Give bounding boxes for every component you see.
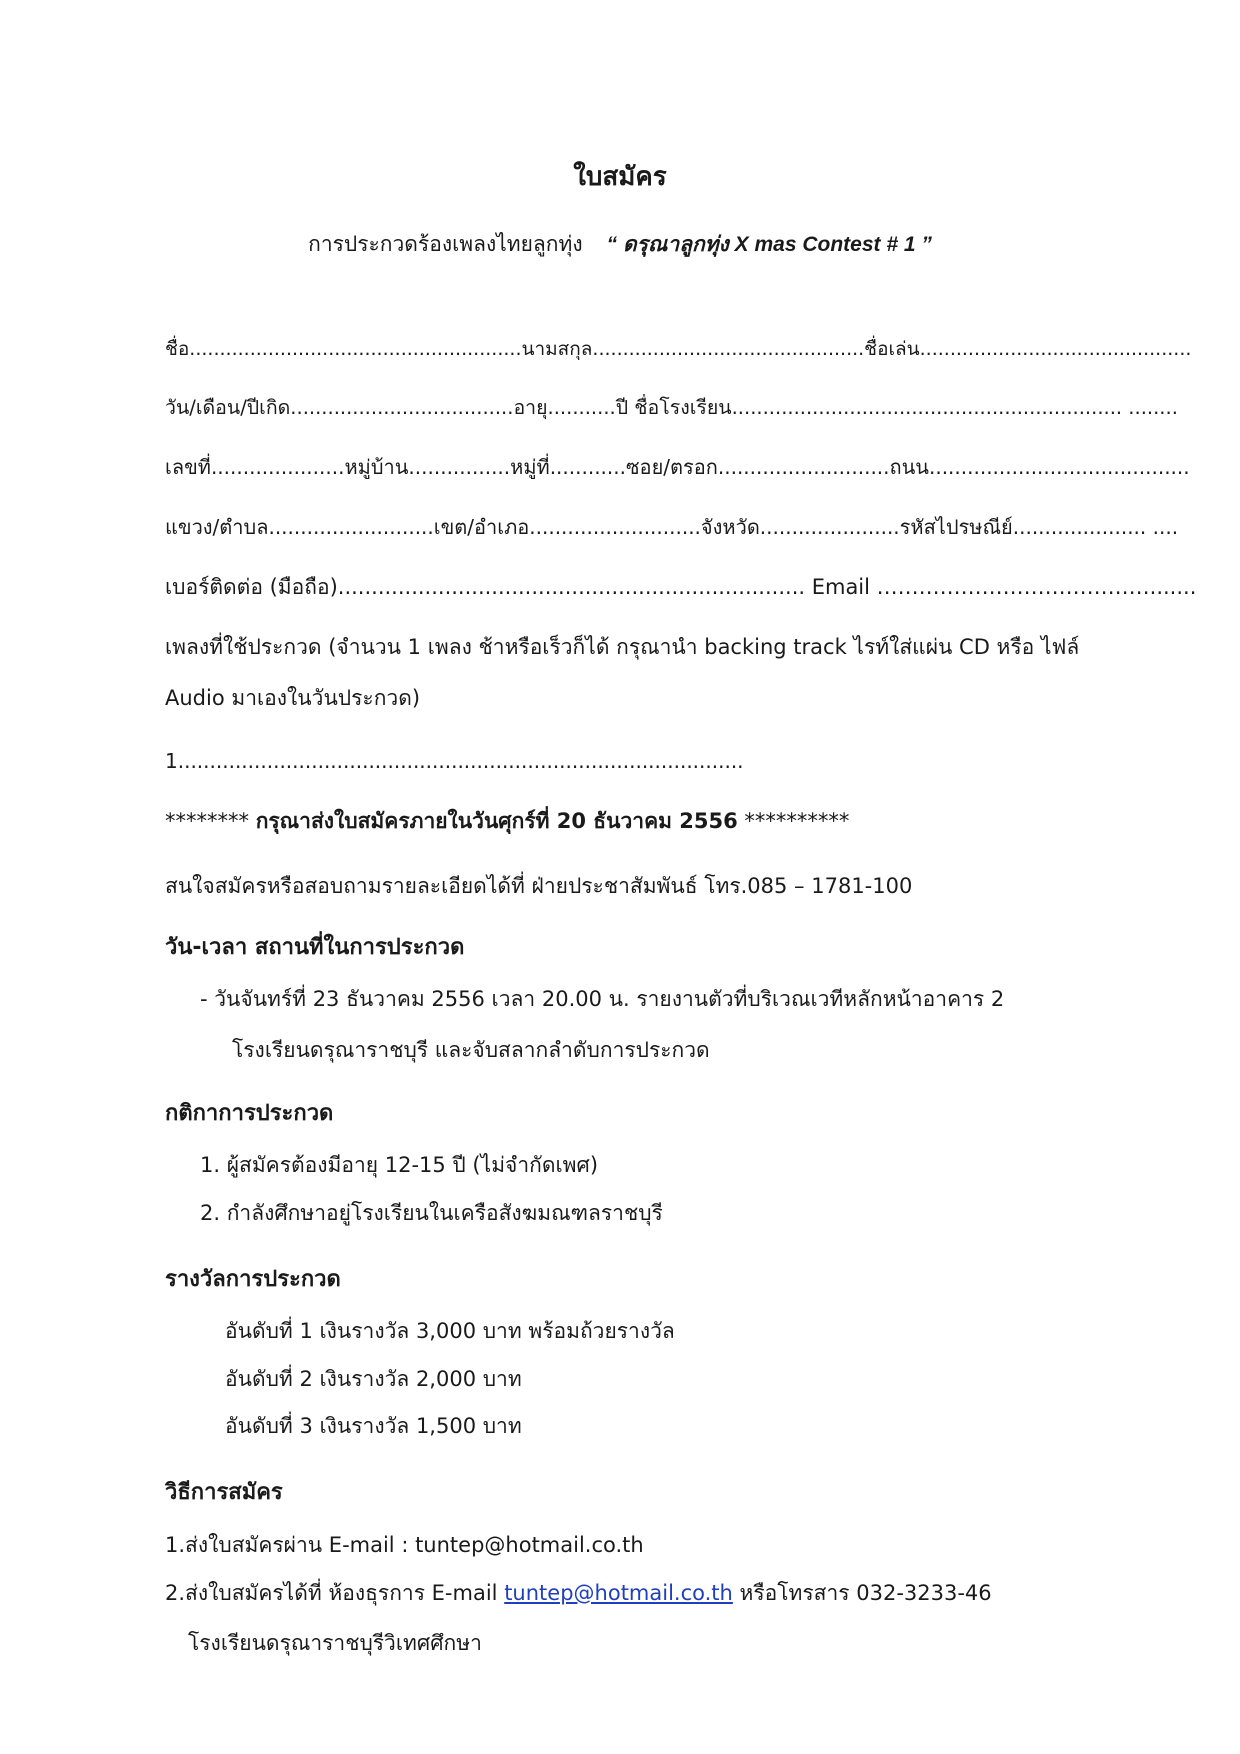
form-line-district[interactable]: แขวง/ตำบล..........................เขต/อำเภอ...........................จังหวัด......................รหัสไปรษณีย์..................... .... — [165, 515, 1179, 539]
song-note-line-1: เพลงที่ใช้ประกวด (จำนวน 1 เพลง ช้าหรือเร็วก็ได้ กรุณานำ backing track ไรท์ใส่แผ่น CD หรือ ไฟล์ — [165, 635, 1080, 659]
deadline-notice — [165, 806, 849, 836]
rules-heading: กติกาการประกวด — [165, 1101, 334, 1126]
schedule-heading: วัน-เวลา สถานที่ในการประกวด — [165, 935, 465, 960]
page-title: ใบสมัคร — [573, 162, 667, 192]
apply-heading: วิธีการสมัคร — [165, 1480, 283, 1505]
contact-info: สนใจสมัครหรือสอบถามรายละเอียดได้ที่ ฝ่ายประชาสัมพันธ์ โทร.085 – 1781-100 — [165, 874, 913, 898]
form-line-name[interactable]: ชื่อ.......................................................นามสกุล.............................................ชื่อเล่น............................................. — [165, 338, 1192, 360]
prize-item: อันดับที่ 2 เงินรางวัล 2,000 บาท — [225, 1367, 522, 1391]
deadline-stars-left: ******** — [165, 809, 249, 833]
apply-line-2-suffix: หรือโทรสาร 032-3233-46 — [739, 1581, 992, 1605]
contest-name: “ ดรุณาลูกทุ่ง X mas Contest # 1 ” — [606, 233, 932, 256]
deadline-stars-right: ********** — [744, 809, 850, 833]
email-link[interactable]: tuntep@hotmail.co.th — [504, 1581, 733, 1605]
schedule-item-line-1: - วันจันทร์ที่ 23 ธันวาคม 2556 เวลา 20.00 น. รายงานตัวที่บริเวณเวทีหลักหน้าอาคาร 2 — [200, 987, 1005, 1011]
rule-item: 1. ผู้สมัครต้องมีอายุ 12-15 ปี (ไม่จำกัดเพศ) — [200, 1153, 599, 1177]
prize-item: อันดับที่ 3 เงินรางวัล 1,500 บาท — [225, 1414, 522, 1438]
apply-line-1: 1.ส่งใบสมัครผ่าน E-mail : tuntep@hotmail.co.th — [165, 1533, 644, 1557]
apply-line-2-prefix: 2.ส่งใบสมัครได้ที่ ห้องธุรการ E-mail — [165, 1581, 498, 1605]
deadline-text: กรุณาส่งใบสมัครภายในวันศุกร์ที่ 20 ธันวาคม 2556 — [255, 809, 738, 833]
contest-subtitle — [0, 229, 1240, 260]
song-fill-line[interactable]: 1......................................................................................... — [165, 749, 744, 773]
prizes-heading: รางวัลการประกวด — [165, 1267, 341, 1292]
apply-line-3: โรงเรียนดรุณาราชบุรีวิเทศศึกษา — [188, 1631, 482, 1655]
song-note-line-2: Audio มาเองในวันประกวด) — [165, 686, 421, 710]
form-line-birth-school[interactable]: วัน/เดือน/ปีเกิด....................................อายุ...........ปี ชื่อโรงเรียน............................................................... ........ — [165, 396, 1178, 419]
subtitle-prefix: การประกวดร้องเพลงไทยลูกทุ่ง — [308, 232, 583, 256]
rule-item: 2. กำลังศึกษาอยู่โรงเรียนในเครือสังฆมณฑลราชบุรี — [200, 1201, 663, 1225]
form-line-contact[interactable]: เบอร์ติดต่อ (มือถือ)...................................................................... Email …………………………………....... — [165, 575, 1197, 599]
prize-item: อันดับที่ 1 เงินรางวัล 3,000 บาท พร้อมถ้วยรางวัล — [225, 1319, 675, 1343]
apply-line-2 — [165, 1578, 992, 1608]
form-line-address[interactable]: เลขที่.....................หมู่บ้าน................หมู่ที่............ซอย/ตรอก...........................ถนน......................................... — [165, 455, 1190, 479]
schedule-item-line-2: โรงเรียนดรุณาราชบุรี และจับสลากลำดับการประกวด — [232, 1038, 710, 1062]
